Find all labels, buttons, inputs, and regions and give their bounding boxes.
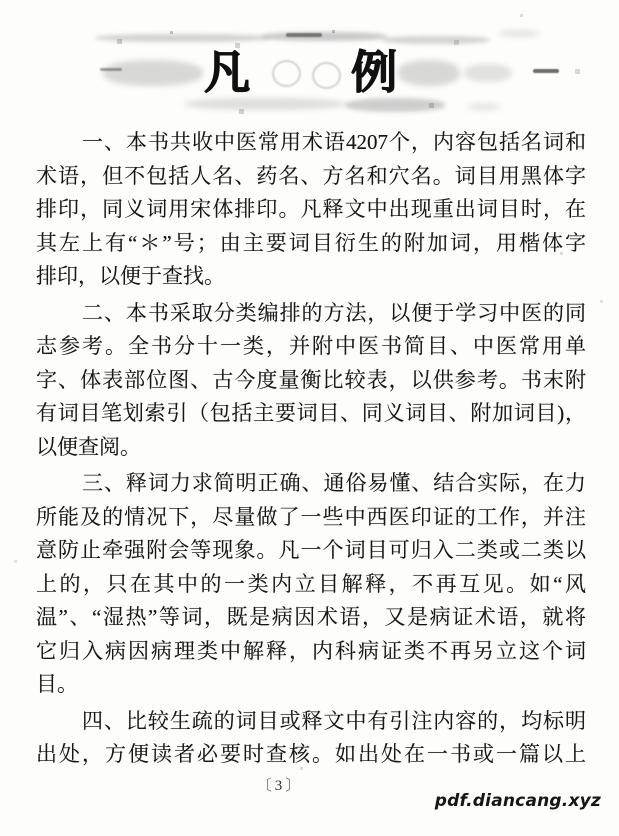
text-line: 意防止牵强附会等现象。凡一个词目可归入二类或二类以: [36, 538, 586, 562]
scan-smudge: [382, 36, 490, 44]
scan-smudge: [464, 64, 512, 82]
scan-smudge: [533, 69, 559, 73]
text-line: 排印，以便于查找。: [36, 264, 225, 288]
scan-smudge: [103, 60, 203, 86]
scan-smudge: [468, 103, 500, 111]
text-line: 目。: [36, 672, 78, 696]
watermark-text: pdf.diancang.xyz: [434, 791, 601, 811]
text-line: 它归入病因病理类中解释，内科病证类不再另立这个词: [36, 638, 586, 663]
text-line: 温”、“湿热”等词，既是病因术语，又是病证术语，就将: [36, 605, 586, 629]
scan-smudge: [100, 68, 122, 71]
scan-smudge: [262, 32, 387, 41]
text-line: 上的，只在其中的一类内立目解释，不再互见。如“风: [36, 571, 586, 596]
scan-smudge: [498, 30, 540, 37]
scan-smudge: [185, 98, 345, 110]
scan-specks: [0, 0, 3, 3]
text-line: 所能及的情况下，尽量做了一些中西医印证的工作，并注: [36, 504, 586, 529]
text-line: 术语，但不包括人名、药名、方名和穴名。词目用黑体字: [36, 163, 586, 188]
text-line: 三、释词力求简明正确、通俗易懂、结合实际，在力: [82, 471, 586, 495]
page-title-char-fan: 凡: [204, 47, 250, 98]
scan-smudge: [286, 33, 322, 37]
text-line: 二、本书采取分类编排的方法，以便于学习中医的同: [82, 300, 586, 325]
scan-smudge: [95, 34, 270, 42]
text-line: 一、本书共收中医常用术语4207个，内容包括名词和: [82, 130, 586, 154]
page-number: 〔3〕: [256, 778, 304, 794]
text-line: 出处，方便读者必要时查核。如出处在一书或一篇以上: [36, 742, 586, 766]
scan-smudge: [398, 60, 460, 86]
text-line: 字、体表部位图、古今度量衡比较表，以供参考。书末附: [36, 367, 586, 392]
page-title-char-li: 例: [351, 47, 397, 98]
scan-ring-artifact: [312, 62, 341, 89]
text-line: 有词目笔划索引（包括主要词目、同义词目、附加词目)，: [36, 401, 586, 425]
scan-smudge: [345, 98, 445, 112]
text-line: 四、比较生疏的词目或释文中有引注内容的，均标明: [82, 708, 586, 733]
text-line: 志参考。全书分十一类，并附中医书简目、中医常用单: [36, 334, 586, 358]
text-line: 其左上有“＊”号；由主要词目衍生的附加词，用楷体字: [36, 230, 586, 255]
text-line: 以便查阅。: [36, 434, 141, 459]
body-text: [36, 126, 586, 772]
text-line: 排印，同义词用宋体排印。凡释文中出现重出词目时，在: [36, 197, 586, 221]
scan-ring-artifact: [272, 60, 301, 87]
